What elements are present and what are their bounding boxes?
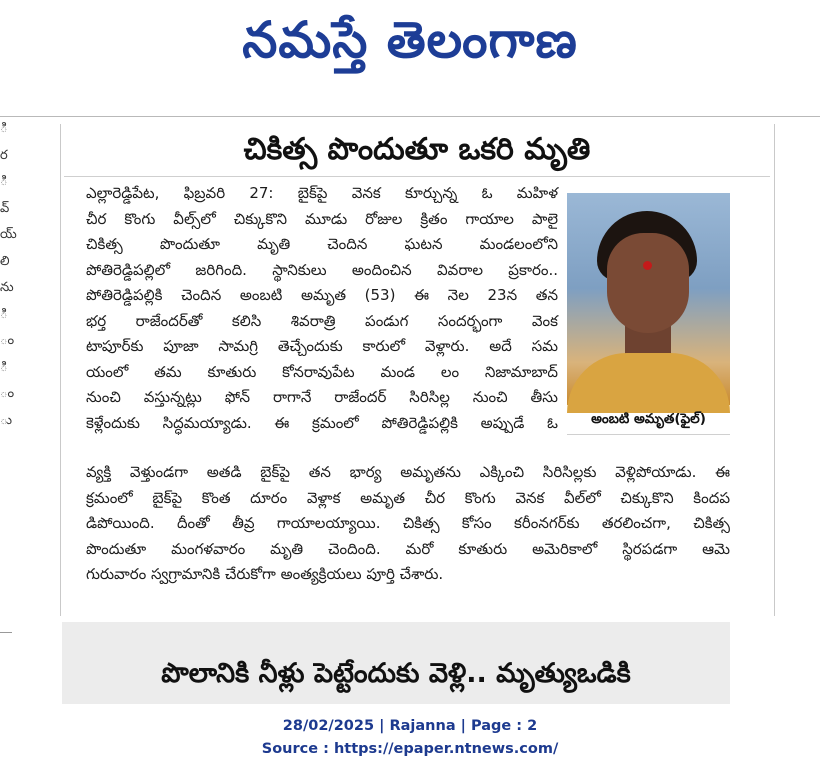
- fragment-char: ి: [0, 306, 8, 322]
- fragment-char: ర: [0, 147, 8, 163]
- body-line: కెళ్లేందుకు సిద్ధమయ్యాడు. ఈ క్రమంలో పోతిరెడ్డిపల్లికి అప్పుడే ఓ: [86, 413, 558, 432]
- photo-saree: [567, 353, 730, 413]
- masthead-title: నమస్తే తెలంగాణ: [242, 11, 578, 69]
- fragment-char: వ్: [0, 200, 10, 216]
- masthead-divider: [0, 116, 820, 117]
- fragment-char: ం: [0, 333, 15, 348]
- body-line: పోతిరెడ్డిపల్లికి చెందిన అంబటి అమృత (53) ఈ నెల 23న తన: [86, 286, 558, 304]
- photo-face: [607, 233, 689, 333]
- footer-edition: 28/02/2025 | Rajanna | Page : 2: [282, 718, 538, 734]
- article-body-full-width: [86, 460, 730, 588]
- column-divider-right: [774, 124, 775, 616]
- body-line: పోతిరెడ్డిపల్లిలో జరిగింది. స్థానికులు అందించిన వివరాల ప్రకారం..: [86, 260, 558, 279]
- body-line: యంలో తమ కూతురు కోనరావుపేట మండ లం నిజామాబాద్: [86, 362, 558, 381]
- body-line: ఎల్లారెడ్డిపేట, ఫిబ్రవరి 27: బైక్‌పై వెనక కూర్చున్న ఓ మహిళ: [86, 184, 558, 202]
- page-footer: [0, 715, 820, 761]
- body-line: చీర కొంగు వీల్స్‌లో చిక్కుకొని మూడు రోజుల క్రితం గాయాల పాలై: [86, 209, 558, 228]
- column-divider-left: [60, 124, 61, 616]
- article-photo: [567, 193, 730, 405]
- headline-divider: [64, 176, 770, 177]
- left-column-divider: [0, 632, 12, 633]
- photo-bindi: [643, 261, 652, 270]
- article-headline: చికిత్స పొందుతూ ఒకరి మృతి: [243, 132, 591, 167]
- left-column-fragment: [0, 116, 17, 636]
- fragment-char: ి: [0, 359, 8, 375]
- fragment-char: ను: [0, 280, 14, 295]
- article-body-beside-photo: [86, 181, 558, 436]
- body-line: పొందుతూ మంగళవారం మృతి చెందింది. మరో కూతురు అమెరికాలో స్థిరపడగా ఆమె: [86, 539, 730, 558]
- body-line: భర్త రాజేందర్‌తో కలిసి శివరాత్రి పండుగ సందర్భంగా వెంక: [86, 311, 558, 330]
- fragment-char: ు: [0, 412, 13, 428]
- next-article-headline: పొలానికి నీళ్లు పెట్టేందుకు వెళ్లి.. మృత్యుఒడికి: [161, 658, 631, 689]
- fragment-char: లి: [0, 253, 10, 269]
- body-line: వ్యక్తి వెళ్తుండగా అతడి బైక్‌పై తన భార్య అమృతను ఎక్కించి సిరిసిల్లకు వెళ్లిపోయాడు. ఈ: [86, 463, 730, 481]
- photo-caption: అంబటి అమృత(ఫైల్): [591, 411, 706, 427]
- masthead-logo: [0, 0, 820, 96]
- fragment-char: ి: [0, 121, 8, 136]
- fragment-char: య్: [0, 227, 17, 242]
- fragment-char: ి: [0, 174, 8, 189]
- body-line: గురువారం స్వగ్రామానికి చేరుకోగా అంత్యక్రియలు పూర్తి చేశారు.: [86, 565, 444, 583]
- caption-divider: [567, 434, 730, 435]
- body-line: డిపోయింది. దీంతో తీవ్ర గాయాలయ్యాయి. చికిత్స కోసం కరీంనగర్‌కు తరలించగా, చికిత్స: [86, 514, 730, 532]
- body-line: టాపూర్‌కు పూజా సామగ్రి తెచ్చేందుకు కారులో వెళ్లారు. అదే సమ: [86, 337, 558, 355]
- body-line: క్రమంలో బైక్‌పై కొంత దూరం వెళ్లాక అమృత చీర కొంగు వెనక వీల్‌లో చిక్కుకొని కిందప: [86, 488, 730, 507]
- body-line: నుంచి వస్తున్నట్లు ఫోన్ రాగానే రాజేందర్ సిరిసిల్ల నుంచి తీసు: [86, 388, 558, 406]
- fragment-char: ం: [0, 386, 15, 401]
- footer-source: Source : https://epaper.ntnews.com/: [261, 741, 559, 757]
- body-line: చికిత్స పొందుతూ మృతి చెందిన ఘటన మండలంలోని: [86, 235, 558, 253]
